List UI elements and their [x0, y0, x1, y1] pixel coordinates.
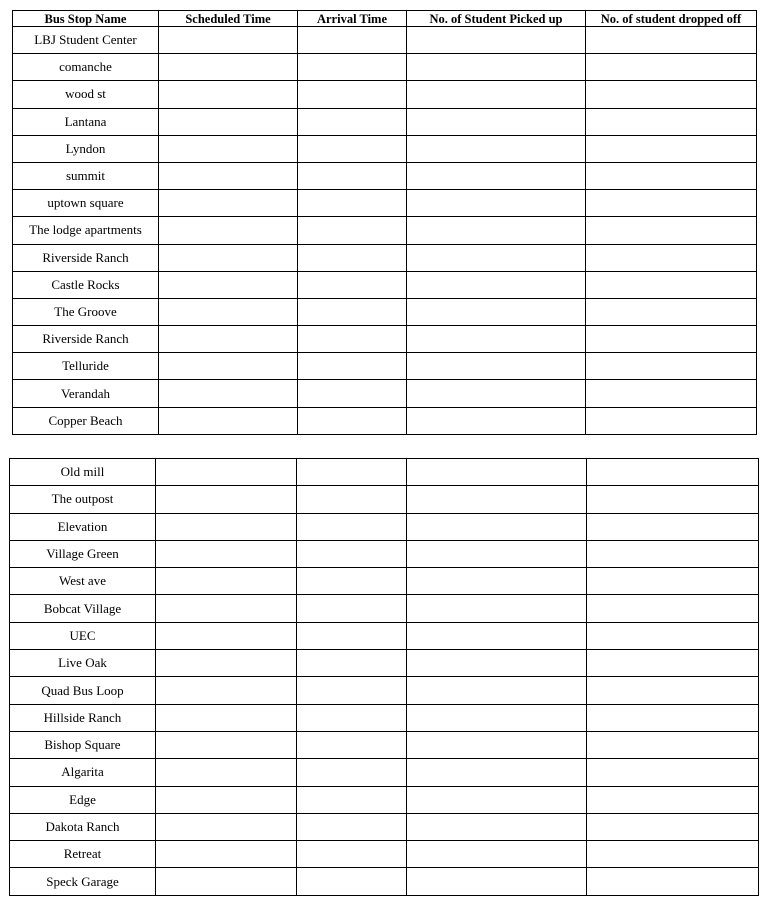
students-dropped-off-cell[interactable]	[586, 380, 757, 407]
scheduled-time-cell[interactable]	[156, 841, 297, 868]
scheduled-time-cell[interactable]	[156, 704, 297, 731]
table-row	[10, 841, 759, 868]
arrival-time-cell[interactable]	[297, 595, 407, 622]
students-picked-up-cell[interactable]	[407, 868, 587, 895]
students-picked-up-cell[interactable]	[407, 759, 587, 786]
arrival-time-cell[interactable]	[297, 459, 407, 486]
arrival-time-cell[interactable]	[298, 326, 407, 353]
scheduled-time-cell[interactable]	[156, 513, 297, 540]
students-picked-up-cell[interactable]	[407, 380, 586, 407]
scheduled-time-cell[interactable]	[159, 162, 298, 189]
bus-stop-name-cell: Quad Bus Loop	[10, 677, 156, 704]
table-row	[10, 813, 759, 840]
students-dropped-off-cell[interactable]	[586, 162, 757, 189]
scheduled-time-cell[interactable]	[156, 759, 297, 786]
arrival-time-cell[interactable]	[298, 135, 407, 162]
students-picked-up-cell[interactable]	[407, 135, 586, 162]
scheduled-time-cell[interactable]	[156, 540, 297, 567]
bus-stop-name-cell: uptown square	[13, 190, 159, 217]
scheduled-time-cell[interactable]	[159, 271, 298, 298]
students-picked-up-cell[interactable]	[407, 108, 586, 135]
students-dropped-off-cell[interactable]	[586, 190, 757, 217]
arrival-time-cell[interactable]	[297, 650, 407, 677]
students-dropped-off-cell[interactable]	[586, 353, 757, 380]
scheduled-time-cell[interactable]	[156, 677, 297, 704]
table-row	[10, 459, 759, 486]
bus-stop-name-cell: Verandah	[13, 380, 159, 407]
scheduled-time-cell[interactable]	[156, 486, 297, 513]
students-picked-up-cell[interactable]	[407, 298, 586, 325]
students-picked-up-cell[interactable]	[407, 486, 587, 513]
students-picked-up-cell[interactable]	[407, 81, 586, 108]
bus-stop-name-cell: The outpost	[10, 486, 156, 513]
students-dropped-off-cell[interactable]	[587, 540, 759, 567]
table-row	[10, 595, 759, 622]
students-picked-up-cell[interactable]	[407, 704, 587, 731]
bus-stop-log-table-2	[9, 458, 759, 896]
bus-stop-name-cell: Riverside Ranch	[13, 244, 159, 271]
bus-stop-name-cell: West ave	[10, 568, 156, 595]
bus-stop-name-cell: The lodge apartments	[13, 217, 159, 244]
students-picked-up-cell[interactable]	[407, 841, 587, 868]
arrival-time-cell[interactable]	[297, 677, 407, 704]
students-dropped-off-cell[interactable]	[587, 568, 759, 595]
arrival-time-cell[interactable]	[298, 27, 407, 54]
students-picked-up-cell[interactable]	[407, 513, 587, 540]
scheduled-time-cell[interactable]	[159, 27, 298, 54]
scheduled-time-cell[interactable]	[159, 244, 298, 271]
table-row	[10, 704, 759, 731]
students-dropped-off-cell[interactable]	[586, 407, 757, 434]
table-2-body	[10, 459, 759, 896]
bus-stop-name-cell: Elevation	[10, 513, 156, 540]
arrival-time-cell[interactable]	[297, 486, 407, 513]
students-picked-up-cell[interactable]	[407, 271, 586, 298]
header-scheduled-time: Scheduled Time	[159, 11, 298, 27]
scheduled-time-cell[interactable]	[159, 380, 298, 407]
scheduled-time-cell[interactable]	[159, 217, 298, 244]
bus-stop-name-cell: Edge	[10, 786, 156, 813]
students-picked-up-cell[interactable]	[407, 540, 587, 567]
arrival-time-cell[interactable]	[297, 813, 407, 840]
header-students-picked-up: No. of Student Picked up	[407, 11, 586, 27]
students-dropped-off-cell[interactable]	[587, 486, 759, 513]
arrival-time-cell[interactable]	[297, 868, 407, 895]
arrival-time-cell[interactable]	[297, 704, 407, 731]
students-dropped-off-cell[interactable]	[586, 27, 757, 54]
scheduled-time-cell[interactable]	[159, 54, 298, 81]
bus-stop-name-cell: wood st	[13, 81, 159, 108]
students-picked-up-cell[interactable]	[407, 622, 587, 649]
arrival-time-cell[interactable]	[298, 162, 407, 189]
arrival-time-cell[interactable]	[297, 731, 407, 758]
students-dropped-off-cell[interactable]	[586, 271, 757, 298]
scheduled-time-cell[interactable]	[159, 407, 298, 434]
arrival-time-cell[interactable]	[298, 271, 407, 298]
scheduled-time-cell[interactable]	[159, 326, 298, 353]
students-dropped-off-cell[interactable]	[587, 759, 759, 786]
students-dropped-off-cell[interactable]	[586, 217, 757, 244]
scheduled-time-cell[interactable]	[156, 595, 297, 622]
students-dropped-off-cell[interactable]	[587, 704, 759, 731]
table-row	[10, 513, 759, 540]
bus-stop-name-cell: Lantana	[13, 108, 159, 135]
students-picked-up-cell[interactable]	[407, 190, 586, 217]
bus-stop-name-cell: Algarita	[10, 759, 156, 786]
arrival-time-cell[interactable]	[297, 513, 407, 540]
students-picked-up-cell[interactable]	[407, 54, 586, 81]
table-row	[13, 217, 757, 244]
arrival-time-cell[interactable]	[298, 190, 407, 217]
students-picked-up-cell[interactable]	[407, 27, 586, 54]
bus-stop-name-cell: Live Oak	[10, 650, 156, 677]
students-dropped-off-cell[interactable]	[587, 813, 759, 840]
table-row	[13, 407, 757, 434]
arrival-time-cell[interactable]	[298, 298, 407, 325]
students-picked-up-cell[interactable]	[407, 677, 587, 704]
students-picked-up-cell[interactable]	[407, 595, 587, 622]
students-dropped-off-cell[interactable]	[586, 135, 757, 162]
students-picked-up-cell[interactable]	[407, 162, 586, 189]
students-dropped-off-cell[interactable]	[587, 650, 759, 677]
students-picked-up-cell[interactable]	[407, 731, 587, 758]
students-dropped-off-cell[interactable]	[586, 298, 757, 325]
scheduled-time-cell[interactable]	[156, 459, 297, 486]
arrival-time-cell[interactable]	[298, 217, 407, 244]
students-picked-up-cell[interactable]	[407, 353, 586, 380]
scheduled-time-cell[interactable]	[156, 622, 297, 649]
table-row	[13, 108, 757, 135]
arrival-time-cell[interactable]	[297, 786, 407, 813]
students-dropped-off-cell[interactable]	[587, 868, 759, 895]
bus-stop-name-cell: The Groove	[13, 298, 159, 325]
bus-stop-name-cell: UEC	[10, 622, 156, 649]
students-dropped-off-cell[interactable]	[587, 786, 759, 813]
bus-stop-name-cell: Hillside Ranch	[10, 704, 156, 731]
students-dropped-off-cell[interactable]	[586, 244, 757, 271]
scheduled-time-cell[interactable]	[159, 298, 298, 325]
table-header-row	[13, 11, 757, 27]
table-row	[10, 650, 759, 677]
bus-stop-name-cell: Retreat	[10, 841, 156, 868]
arrival-time-cell[interactable]	[298, 54, 407, 81]
table-row	[10, 786, 759, 813]
scheduled-time-cell[interactable]	[156, 868, 297, 895]
bus-stop-name-cell: Copper Beach	[13, 407, 159, 434]
students-dropped-off-cell[interactable]	[586, 108, 757, 135]
bus-stop-name-cell: Lyndon	[13, 135, 159, 162]
scheduled-time-cell[interactable]	[156, 731, 297, 758]
arrival-time-cell[interactable]	[297, 759, 407, 786]
bus-stop-log-table-1	[12, 10, 757, 435]
table-row	[10, 486, 759, 513]
students-dropped-off-cell[interactable]	[587, 731, 759, 758]
table-row	[13, 27, 757, 54]
scheduled-time-cell[interactable]	[156, 786, 297, 813]
header-arrival-time: Arrival Time	[298, 11, 407, 27]
students-dropped-off-cell[interactable]	[587, 595, 759, 622]
students-picked-up-cell[interactable]	[407, 786, 587, 813]
arrival-time-cell[interactable]	[297, 841, 407, 868]
table-row	[13, 190, 757, 217]
bus-stop-name-cell: comanche	[13, 54, 159, 81]
table-row	[13, 81, 757, 108]
students-dropped-off-cell[interactable]	[587, 459, 759, 486]
scheduled-time-cell[interactable]	[159, 108, 298, 135]
students-dropped-off-cell[interactable]	[587, 841, 759, 868]
table-row	[13, 326, 757, 353]
students-picked-up-cell[interactable]	[407, 459, 587, 486]
table-row	[13, 380, 757, 407]
table-row	[13, 244, 757, 271]
students-picked-up-cell[interactable]	[407, 650, 587, 677]
students-dropped-off-cell[interactable]	[586, 54, 757, 81]
table-row	[13, 162, 757, 189]
students-dropped-off-cell[interactable]	[587, 622, 759, 649]
students-dropped-off-cell[interactable]	[587, 513, 759, 540]
bus-stop-name-cell: Dakota Ranch	[10, 813, 156, 840]
students-picked-up-cell[interactable]	[407, 813, 587, 840]
students-picked-up-cell[interactable]	[407, 217, 586, 244]
students-picked-up-cell[interactable]	[407, 244, 586, 271]
table-row	[10, 622, 759, 649]
students-picked-up-cell[interactable]	[407, 326, 586, 353]
scheduled-time-cell[interactable]	[159, 81, 298, 108]
table-row	[10, 759, 759, 786]
students-dropped-off-cell[interactable]	[586, 326, 757, 353]
students-dropped-off-cell[interactable]	[586, 81, 757, 108]
table-row	[10, 731, 759, 758]
scheduled-time-cell[interactable]	[156, 813, 297, 840]
table-row	[10, 568, 759, 595]
students-picked-up-cell[interactable]	[407, 407, 586, 434]
bus-stop-name-cell: Speck Garage	[10, 868, 156, 895]
bus-stop-name-cell: Village Green	[10, 540, 156, 567]
arrival-time-cell[interactable]	[298, 353, 407, 380]
table-row	[13, 54, 757, 81]
table-row	[13, 353, 757, 380]
table-row	[13, 135, 757, 162]
students-picked-up-cell[interactable]	[407, 568, 587, 595]
arrival-time-cell[interactable]	[298, 244, 407, 271]
arrival-time-cell[interactable]	[298, 81, 407, 108]
scheduled-time-cell[interactable]	[159, 353, 298, 380]
bus-stop-name-cell: Telluride	[13, 353, 159, 380]
scheduled-time-cell[interactable]	[159, 190, 298, 217]
arrival-time-cell[interactable]	[298, 407, 407, 434]
table-row	[10, 540, 759, 567]
bus-stop-name-cell: Old mill	[10, 459, 156, 486]
scheduled-time-cell[interactable]	[159, 135, 298, 162]
scheduled-time-cell[interactable]	[156, 650, 297, 677]
table-row	[13, 271, 757, 298]
bus-stop-name-cell: Riverside Ranch	[13, 326, 159, 353]
table-row	[10, 677, 759, 704]
header-students-dropped-off: No. of student dropped off	[586, 11, 757, 27]
arrival-time-cell[interactable]	[297, 622, 407, 649]
bus-stop-name-cell: Castle Rocks	[13, 271, 159, 298]
arrival-time-cell[interactable]	[297, 568, 407, 595]
table-row	[13, 298, 757, 325]
table-1-body	[13, 27, 757, 435]
bus-stop-name-cell: Bishop Square	[10, 731, 156, 758]
bus-stop-name-cell: LBJ Student Center	[13, 27, 159, 54]
bus-stop-name-cell: Bobcat Village	[10, 595, 156, 622]
students-dropped-off-cell[interactable]	[587, 677, 759, 704]
table-row	[10, 868, 759, 895]
arrival-time-cell[interactable]	[297, 540, 407, 567]
bus-stop-name-cell: summit	[13, 162, 159, 189]
scheduled-time-cell[interactable]	[156, 568, 297, 595]
arrival-time-cell[interactable]	[298, 380, 407, 407]
header-bus-stop-name: Bus Stop Name	[13, 11, 159, 27]
arrival-time-cell[interactable]	[298, 108, 407, 135]
